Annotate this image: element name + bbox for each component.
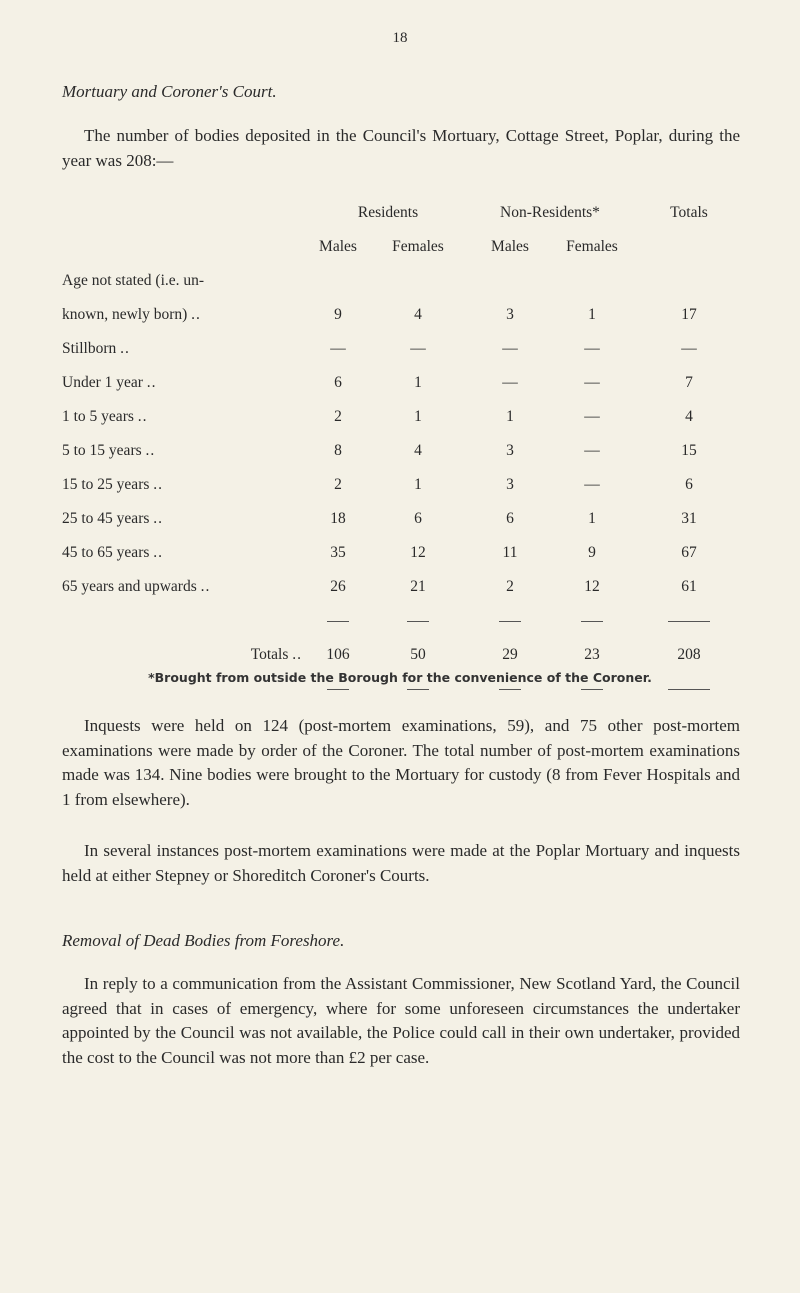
non-residents-males-cell: 1	[506, 408, 514, 425]
table-footnote: *Brought from outside the Borough for the convenience of the Coroner.	[148, 670, 652, 685]
residents-females-cell: —	[410, 340, 426, 357]
row-label-cell	[62, 434, 308, 468]
leader-dots: ..	[146, 374, 157, 391]
table-row	[62, 570, 746, 604]
row-total-cell: —	[681, 340, 697, 357]
residents-females-header: Females	[392, 238, 444, 255]
leader-dots: ..	[137, 408, 148, 425]
table-row	[62, 536, 746, 570]
residents-males-cell: 35	[330, 544, 346, 561]
group-header-row	[62, 196, 746, 230]
residents-males-cell: 2	[334, 476, 342, 493]
non-residents-males-cell: —	[502, 340, 518, 357]
residents-header: Residents	[357, 204, 419, 221]
totals-residents-females: 50	[410, 646, 426, 663]
residents-females-cell: 12	[410, 544, 426, 561]
leader-dots: ..	[191, 306, 201, 323]
non-residents-females-cell: 9	[588, 544, 596, 561]
inquests-paragraph: Inquests were held on 124 (post-mortem examinations, 59), and 75 other post-mortem examinations were made by order of the Coroner. The total number of post-mortem examinations made was 134. Nine bodies were brought to the Mortuary for custody (8 from Fever Hospitals and 1 from elsewhere).	[62, 716, 740, 809]
table-row	[62, 434, 746, 468]
table-rule-row	[62, 604, 746, 638]
row-label: 45 to 65 years	[62, 544, 150, 561]
row-total-cell: 15	[681, 442, 697, 459]
leader-dots: ..	[200, 578, 211, 595]
non-residents-males-header: Males	[491, 238, 529, 255]
grand-total: 208	[677, 646, 701, 663]
sub-header-row	[62, 230, 746, 264]
row-label-cell	[62, 570, 308, 604]
row-label: 5 to 15 years	[62, 442, 142, 459]
residents-males-cell: 8	[334, 442, 342, 459]
row-label-cell	[62, 400, 308, 434]
non-residents-females-cell: —	[584, 442, 600, 459]
non-residents-females-cell: —	[584, 374, 600, 391]
residents-males-cell: 6	[334, 374, 342, 391]
residents-females-cell: 1	[414, 374, 422, 391]
table-row	[62, 332, 746, 366]
residents-males-cell: 2	[334, 408, 342, 425]
totals-label: Totals	[250, 646, 289, 663]
row-total-cell: 67	[681, 544, 697, 561]
row-label: known, newly born)	[62, 306, 188, 323]
residents-males-header: Males	[319, 238, 357, 255]
non-residents-females-header: Females	[566, 238, 618, 255]
row-label-cell	[62, 536, 308, 570]
non-residents-males-cell: 11	[502, 544, 518, 561]
row-label: 15 to 25 years	[62, 476, 150, 493]
non-residents-header: Non-Residents*	[500, 204, 600, 221]
mortuary-intro-paragraph: The number of bodies deposited in the Council's Mortuary, Cottage Street, Poplar, during the year was 208:—	[62, 126, 740, 170]
table-row	[62, 264, 746, 298]
non-residents-females-cell: 1	[588, 510, 596, 527]
row-total-cell: 31	[681, 510, 697, 527]
non-residents-males-cell: 3	[506, 476, 514, 493]
table-row	[62, 400, 746, 434]
table-row	[62, 366, 746, 400]
removal-paragraph: In reply to a communication from the Assistant Commissioner, New Scotland Yard, the Council agreed that in cases of emergency, where for some unforeseen circumstances the undertaker appointed by the Council was not available, the Police could call in their own undertaker, provided the cost to the Council was not more than £2 per case.	[62, 974, 740, 1067]
leader-dots: ..	[153, 510, 164, 527]
leader-dots: ..	[153, 544, 164, 561]
leader-dots: ..	[120, 340, 130, 357]
non-residents-females-cell: —	[584, 476, 600, 493]
residents-males-cell: 26	[330, 578, 346, 595]
residents-females-cell: 4	[414, 306, 422, 323]
residents-males-cell: 18	[330, 510, 346, 527]
row-total-cell: 7	[685, 374, 693, 391]
residents-females-cell: 6	[414, 510, 422, 527]
row-label-cell	[62, 502, 308, 536]
totals-residents-males: 106	[326, 646, 350, 663]
row-label: Under 1 year	[62, 374, 143, 391]
non-residents-males-cell: —	[502, 374, 518, 391]
row-total-cell: 61	[681, 578, 697, 595]
totals-non-residents-males: 29	[502, 646, 518, 663]
leader-dots: ..	[292, 646, 302, 663]
row-label: Stillborn	[62, 340, 117, 357]
bodies-deposited-table	[62, 196, 746, 706]
residents-females-cell: 1	[414, 408, 422, 425]
row-total-cell: 17	[681, 306, 697, 323]
residents-females-cell: 1	[414, 476, 422, 493]
page-number: 18	[392, 30, 408, 46]
table-row	[62, 468, 746, 502]
residents-females-cell: 4	[414, 442, 422, 459]
table-row	[62, 502, 746, 536]
leader-dots: ..	[153, 476, 164, 493]
non-residents-males-cell: 6	[506, 510, 514, 527]
post-mortem-instances-paragraph: In several instances post-mortem examinations were made at the Poplar Mortuary and inquests held at either Stepney or Shoreditch Coroner's Courts.	[62, 841, 740, 885]
non-residents-females-cell: —	[584, 340, 600, 357]
residents-females-cell: 21	[410, 578, 426, 595]
row-label: 1 to 5 years	[62, 408, 134, 425]
row-label-cell	[62, 468, 308, 502]
mortuary-section-title: Mortuary and Coroner's Court.	[62, 82, 277, 101]
totals-non-residents-females: 23	[584, 646, 600, 663]
residents-males-cell: 9	[334, 306, 342, 323]
row-label-cell	[62, 298, 308, 332]
row-total-cell: 4	[685, 408, 693, 425]
row-label: 25 to 45 years	[62, 510, 150, 527]
row-label-cell	[62, 332, 308, 366]
table-row	[62, 298, 746, 332]
non-residents-females-cell: 1	[588, 306, 596, 323]
leader-dots: ..	[145, 442, 156, 459]
row-label: 65 years and upwards	[62, 578, 197, 595]
residents-males-cell: —	[330, 340, 346, 357]
removal-section-title: Removal of Dead Bodies from Foreshore.	[62, 931, 345, 950]
non-residents-females-cell: 12	[584, 578, 600, 595]
row-label: Age not stated (i.e. un-	[62, 272, 205, 289]
non-residents-males-cell: 3	[506, 306, 514, 323]
totals-row	[62, 638, 746, 672]
non-residents-males-cell: 3	[506, 442, 514, 459]
row-total-cell: 6	[685, 476, 693, 493]
non-residents-females-cell: —	[584, 408, 600, 425]
totals-header: Totals	[670, 204, 708, 221]
row-label-cell	[62, 366, 308, 400]
non-residents-males-cell: 2	[506, 578, 514, 595]
